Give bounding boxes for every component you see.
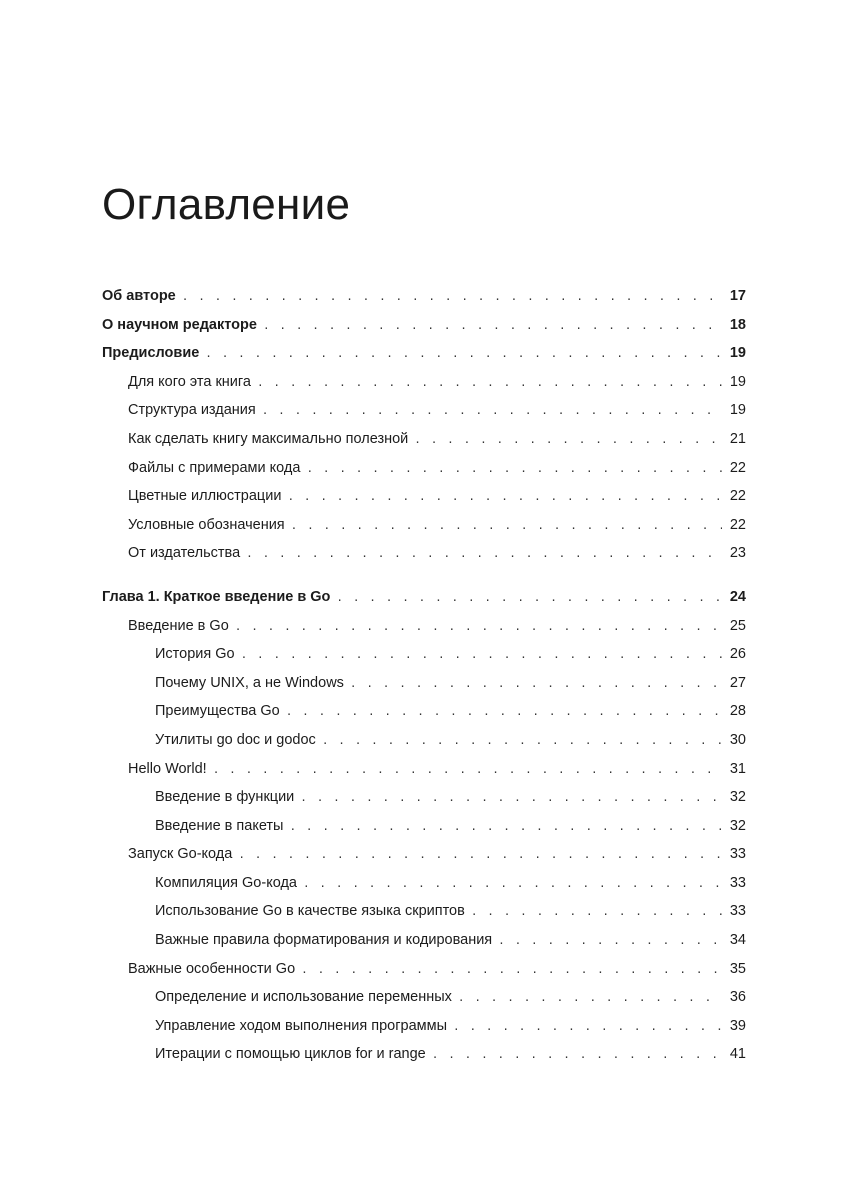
toc-entry[interactable] <box>102 282 746 311</box>
toc-entry-title: Почему UNIX, а не Windows <box>155 674 344 691</box>
table-of-contents <box>102 282 746 1069</box>
toc-entry-title: Введение в функции <box>155 789 295 806</box>
toc-entry[interactable] <box>102 425 746 454</box>
dot-leader <box>205 340 722 369</box>
toc-page-number: 22 <box>729 488 746 505</box>
toc-entry-title: Преимущества Go <box>155 703 280 720</box>
dot-leader <box>471 898 722 927</box>
toc-entry[interactable] <box>102 612 746 641</box>
toc-page-number: 22 <box>729 459 746 476</box>
toc-entry[interactable] <box>102 869 746 898</box>
toc-entry[interactable] <box>102 368 746 397</box>
dot-leader <box>263 312 722 341</box>
toc-entry-title: Как сделать книгу максимально полезной <box>128 430 409 447</box>
toc-page-number: 32 <box>729 817 746 834</box>
toc-entry[interactable] <box>102 897 746 926</box>
page-title: Оглавление <box>102 180 351 230</box>
toc-entry-title: Введение в пакеты <box>155 817 284 834</box>
toc-entry[interactable] <box>102 396 746 425</box>
toc-entry[interactable] <box>102 539 746 568</box>
toc-entry[interactable] <box>102 583 746 612</box>
dot-leader <box>322 727 722 756</box>
toc-entry[interactable] <box>102 482 746 511</box>
toc-entry-title: Компиляция Go-кода <box>155 874 297 891</box>
toc-entry-title: Использование Go в качестве языка скриптов <box>155 903 465 920</box>
toc-entry-title: Важные правила форматирования и кодирования <box>155 932 493 949</box>
toc-page-number: 28 <box>729 703 746 720</box>
toc-entry-title: Глава 1. Краткое введение в Go <box>102 588 331 605</box>
toc-entry-title: Важные особенности Go <box>128 960 296 977</box>
dot-leader <box>182 283 722 312</box>
toc-entry[interactable] <box>102 983 746 1012</box>
toc-entry-title: От издательства <box>128 545 241 562</box>
toc-entry-title: Запуск Go-кода <box>128 846 233 863</box>
toc-entry-title: Итерации с помощью циклов for и range <box>155 1046 426 1063</box>
dot-leader <box>306 455 722 484</box>
toc-page-number: 18 <box>729 316 746 333</box>
toc-page-number: 19 <box>729 402 746 419</box>
toc-entry[interactable] <box>102 511 746 540</box>
toc-entry-title: О научном редакторе <box>102 316 257 333</box>
toc-page-number: 19 <box>729 373 746 390</box>
toc-entry-title: Цветные иллюстрации <box>128 488 282 505</box>
dot-leader <box>235 613 722 642</box>
toc-page-number: 27 <box>729 674 746 691</box>
toc-entry[interactable] <box>102 669 746 698</box>
toc-page-number: 23 <box>729 545 746 562</box>
toc-entry-title: История Go <box>155 646 235 663</box>
toc-entry[interactable] <box>102 726 746 755</box>
dot-leader <box>262 397 722 426</box>
toc-entry[interactable] <box>102 454 746 483</box>
toc-entry[interactable] <box>102 783 746 812</box>
toc-entry-title: Определение и использование переменных <box>155 989 452 1006</box>
dot-leader <box>287 483 722 512</box>
dot-leader <box>336 584 722 613</box>
toc-page-number: 35 <box>729 960 746 977</box>
toc-entry-title: Об авторе <box>102 288 176 304</box>
toc-entry[interactable] <box>102 926 746 955</box>
toc-entry-title: Утилиты go doc и godoc <box>155 731 316 748</box>
toc-page-number: 25 <box>729 617 746 634</box>
dot-leader <box>238 841 722 870</box>
toc-page-number: 39 <box>729 1017 746 1034</box>
toc-page-number: 26 <box>729 646 746 663</box>
toc-entry-title: Для кого эта книга <box>128 373 251 390</box>
section-gap <box>102 568 746 583</box>
dot-leader <box>300 784 722 813</box>
toc-page-number: 24 <box>729 588 746 605</box>
toc-entry[interactable] <box>102 955 746 984</box>
toc-entry-title: Структура издания <box>128 402 256 419</box>
toc-entry-title: Управление ходом выполнения программы <box>155 1017 447 1034</box>
toc-entry-title: Предисловие <box>102 345 200 362</box>
toc-entry[interactable] <box>102 755 746 784</box>
toc-entry[interactable] <box>102 812 746 841</box>
dot-leader <box>301 956 722 985</box>
dot-leader <box>453 1013 722 1042</box>
toc-page-number: 17 <box>729 288 746 304</box>
toc-entry-title: Условные обозначения <box>128 516 285 533</box>
toc-page-number: 32 <box>729 789 746 806</box>
dot-leader <box>414 426 722 455</box>
toc-entry[interactable] <box>102 697 746 726</box>
dot-leader <box>458 984 722 1013</box>
toc-page-number: 21 <box>729 430 746 447</box>
toc-page-number: 22 <box>729 516 746 533</box>
toc-page-number: 41 <box>729 1046 746 1063</box>
dot-leader <box>213 756 722 785</box>
toc-entry[interactable] <box>102 1040 746 1069</box>
toc-page-number: 36 <box>729 989 746 1006</box>
toc-entry[interactable] <box>102 339 746 368</box>
dot-leader <box>291 512 722 541</box>
toc-entry[interactable] <box>102 311 746 340</box>
toc-entry[interactable] <box>102 840 746 869</box>
dot-leader <box>289 813 722 842</box>
toc-page-number: 31 <box>729 760 746 777</box>
dot-leader <box>257 369 722 398</box>
dot-leader <box>303 870 722 899</box>
toc-entry[interactable] <box>102 640 746 669</box>
dot-leader <box>286 698 722 727</box>
toc-page-number: 34 <box>729 932 746 949</box>
dot-leader <box>246 540 722 569</box>
toc-page-number: 33 <box>729 874 746 891</box>
toc-page-number: 33 <box>729 846 746 863</box>
toc-entry-title: Файлы с примерами кода <box>128 459 301 476</box>
toc-entry-title: Hello World! <box>128 760 207 777</box>
dot-leader <box>241 641 722 670</box>
toc-page-number: 19 <box>729 345 746 362</box>
toc-entry-title: Введение в Go <box>128 617 229 634</box>
toc-entry[interactable] <box>102 1012 746 1041</box>
dot-leader <box>432 1041 722 1070</box>
dot-leader <box>498 927 722 956</box>
toc-page-number: 33 <box>729 903 746 920</box>
dot-leader <box>350 670 722 699</box>
toc-page-number: 30 <box>729 731 746 748</box>
